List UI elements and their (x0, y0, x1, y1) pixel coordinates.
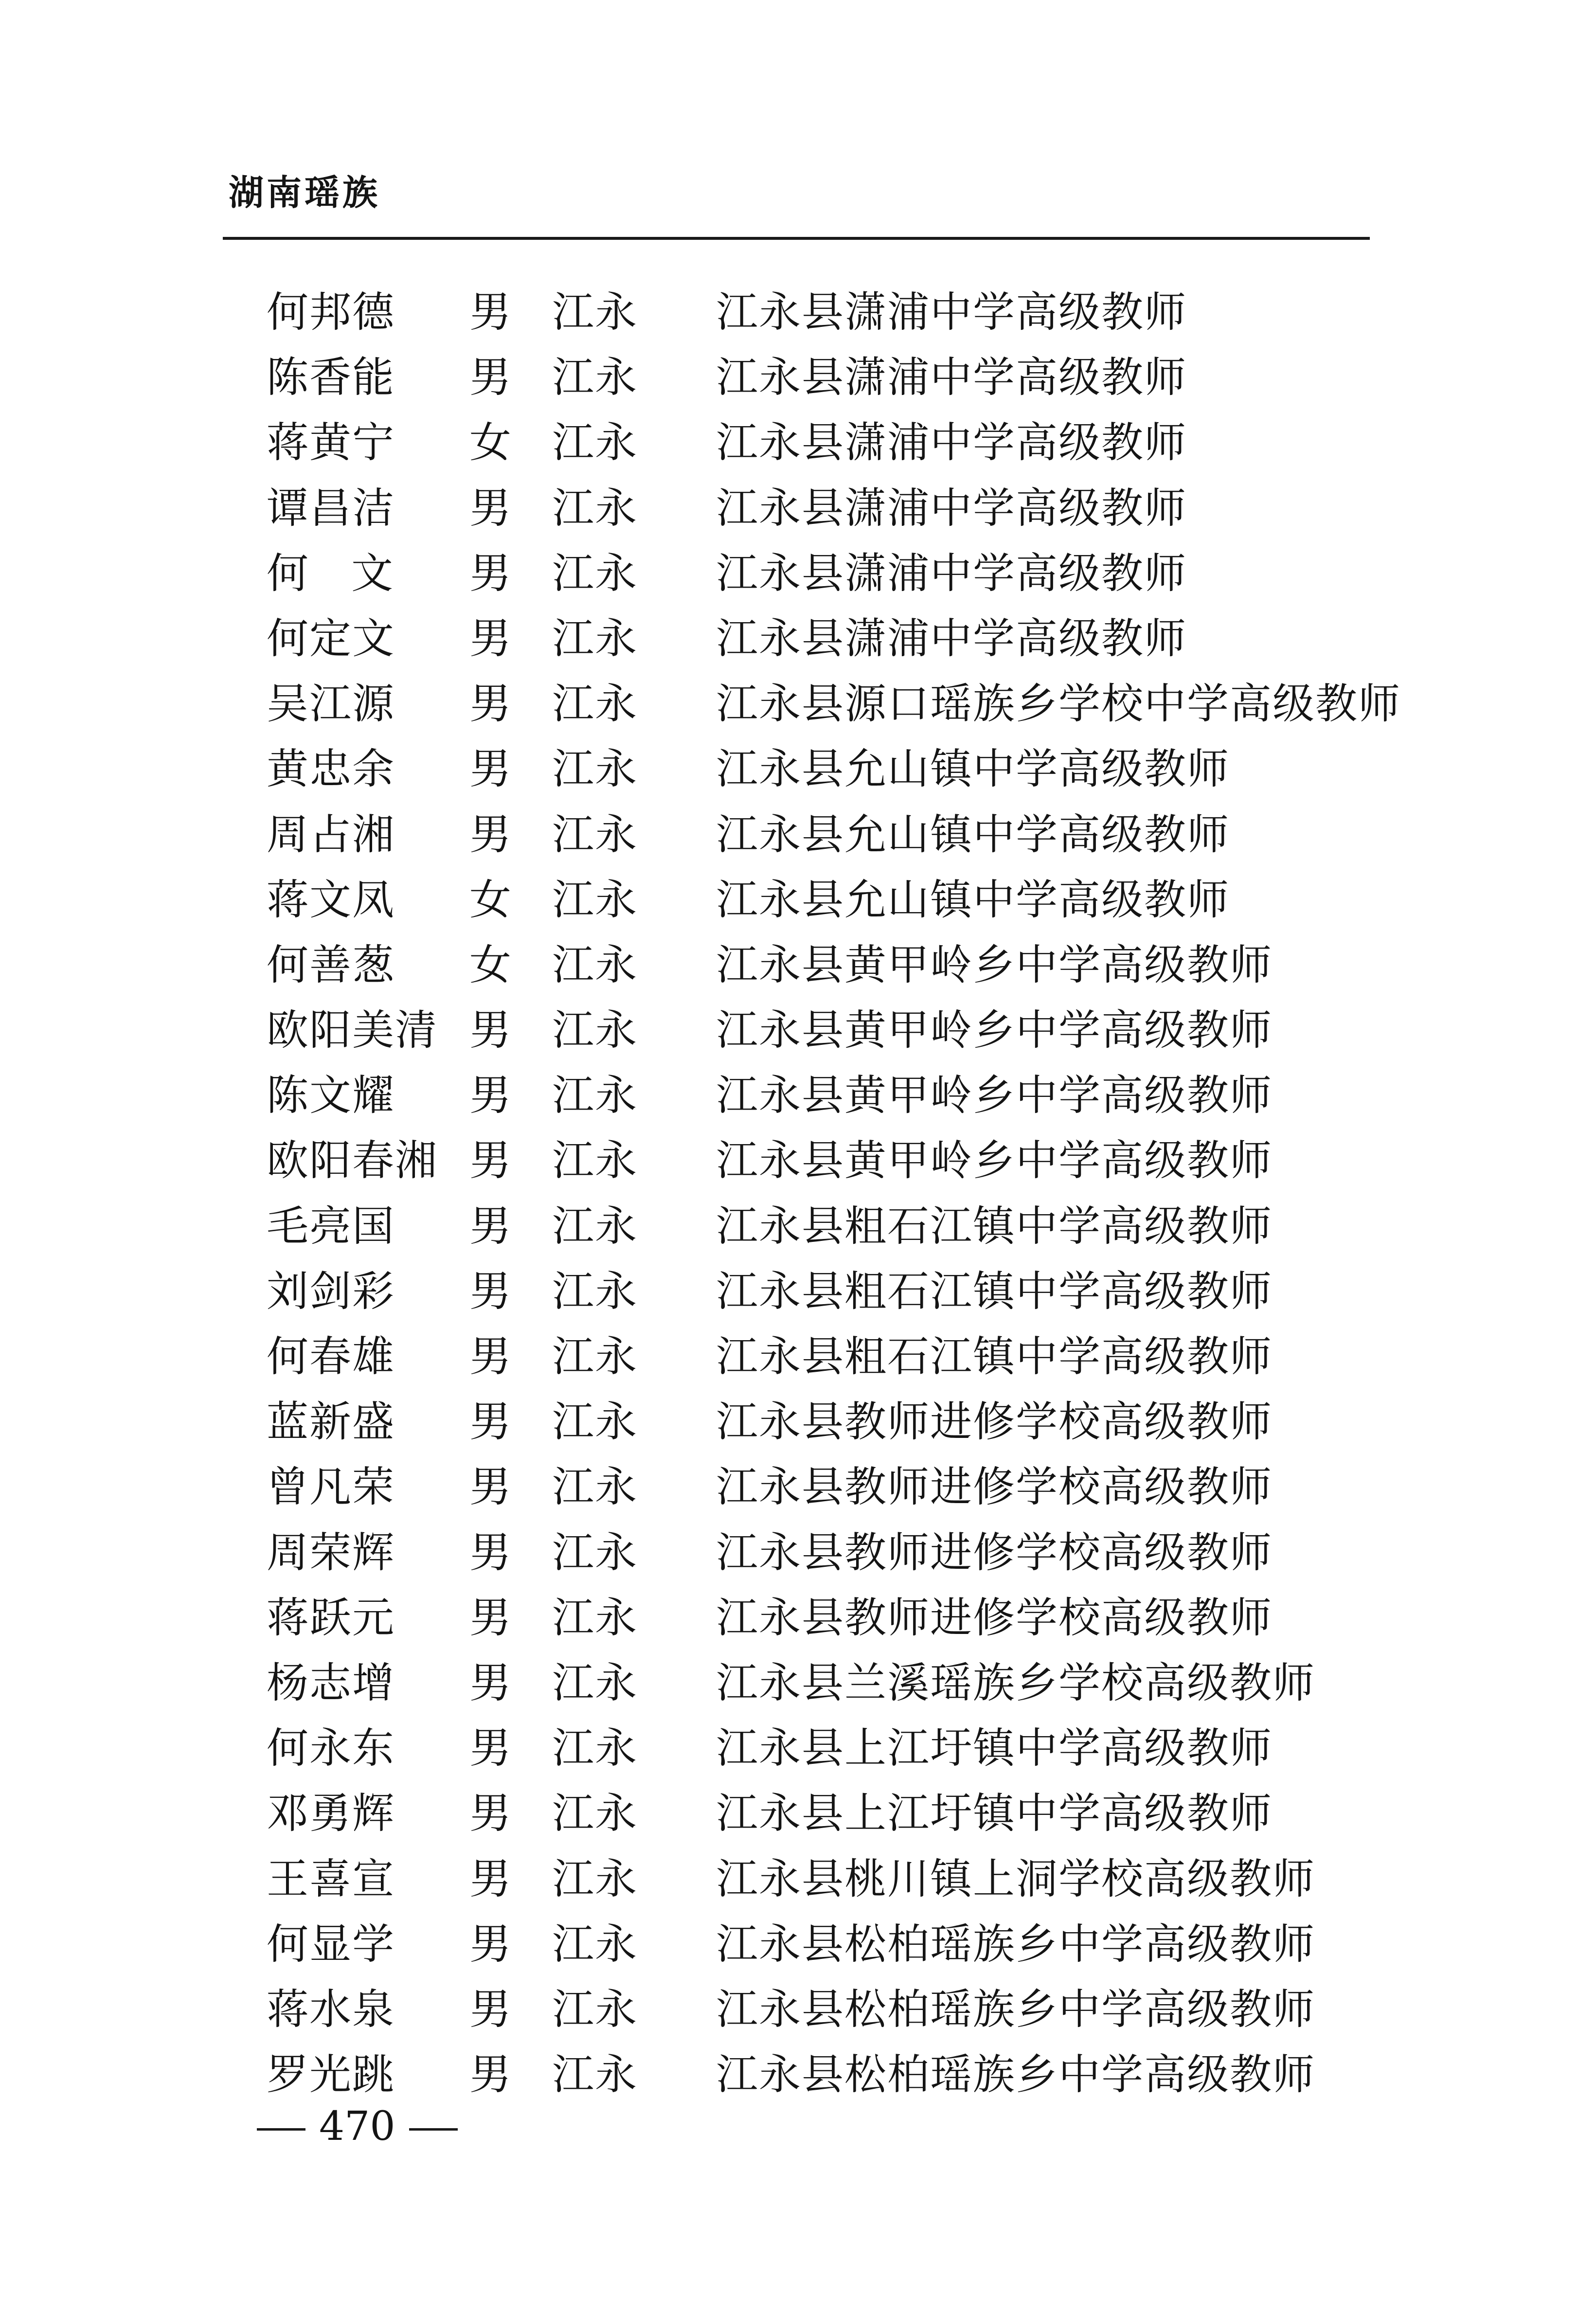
roster-row (0, 2050, 1596, 2116)
teacher-gender: 男 (469, 484, 512, 533)
teacher-gender: 男 (469, 549, 512, 598)
teacher-place: 江永 (552, 1593, 638, 1642)
teacher-gender: 男 (469, 288, 512, 337)
teacher-position: 江永县粗石江镇中学高级教师 (716, 1332, 1273, 1381)
teacher-name: 周占湘 (267, 810, 395, 859)
teacher-gender: 男 (469, 1463, 512, 1512)
teacher-position: 江永县潇浦中学高级教师 (716, 288, 1187, 337)
teacher-position: 江永县允山镇中学高级教师 (716, 875, 1230, 924)
running-header: 湖南瑶族 (229, 172, 381, 213)
teacher-name: 周荣辉 (267, 1528, 395, 1577)
teacher-place: 江永 (552, 745, 638, 794)
teacher-gender: 男 (469, 1528, 512, 1577)
roster-row (0, 1855, 1596, 1920)
roster-row (0, 1594, 1596, 1659)
teacher-place: 江永 (552, 1006, 638, 1055)
teacher-name: 何邦德 (267, 288, 395, 337)
roster-row (0, 941, 1596, 1006)
teacher-position: 江永县教师进修学校高级教师 (716, 1593, 1273, 1642)
teacher-name: 毛亮国 (267, 1202, 395, 1251)
roster-row (0, 1398, 1596, 1463)
teacher-name: 蒋跃元 (267, 1593, 395, 1642)
teacher-name: 何善葱 (267, 940, 395, 989)
roster-row (0, 1267, 1596, 1332)
teacher-gender: 男 (469, 614, 512, 663)
teacher-position: 江永县兰溪瑶族乡学校高级教师 (716, 1658, 1315, 1707)
teacher-gender: 男 (469, 745, 512, 794)
teacher-gender: 男 (469, 1854, 512, 1903)
teacher-place: 江永 (552, 1658, 638, 1707)
roster-row (0, 1136, 1596, 1202)
teacher-name: 曾凡荣 (267, 1463, 395, 1512)
roster-row (0, 1985, 1596, 2050)
folio-dash-right (409, 2128, 458, 2131)
teacher-position: 江永县潇浦中学高级教师 (716, 549, 1187, 598)
teacher-name: 蒋文凤 (267, 875, 395, 924)
teacher-gender: 男 (469, 1789, 512, 1838)
teacher-roster (0, 288, 1596, 2116)
teacher-position: 江永县桃川镇上洞学校高级教师 (716, 1854, 1315, 1903)
roster-row (0, 484, 1596, 549)
teacher-position: 江永县潇浦中学高级教师 (716, 614, 1187, 663)
teacher-position: 江永县松柏瑶族乡中学高级教师 (716, 2050, 1315, 2099)
teacher-place: 江永 (552, 1789, 638, 1838)
teacher-place: 江永 (552, 1332, 638, 1381)
teacher-gender: 男 (469, 1398, 512, 1447)
roster-row (0, 1071, 1596, 1136)
teacher-position: 江永县潇浦中学高级教师 (716, 418, 1187, 467)
teacher-gender: 男 (469, 1332, 512, 1381)
page-folio (243, 2102, 471, 2151)
teacher-place: 江永 (552, 549, 638, 598)
teacher-position: 江永县黄甲岭乡中学高级教师 (716, 1006, 1273, 1055)
roster-row (0, 1006, 1596, 1071)
teacher-name: 何定文 (267, 614, 395, 663)
roster-row (0, 810, 1596, 876)
teacher-position: 江永县粗石江镇中学高级教师 (716, 1267, 1273, 1316)
teacher-position: 江永县潇浦中学高级教师 (716, 484, 1187, 533)
teacher-place: 江永 (552, 2050, 638, 2099)
roster-row (0, 1528, 1596, 1594)
teacher-name: 吴江源 (267, 680, 395, 729)
roster-row (0, 1202, 1596, 1267)
teacher-name: 陈文耀 (267, 1071, 395, 1120)
teacher-gender: 男 (469, 353, 512, 402)
roster-row (0, 1463, 1596, 1528)
teacher-name: 罗光跳 (267, 2050, 395, 2099)
teacher-position: 江永县黄甲岭乡中学高级教师 (716, 1136, 1273, 1185)
roster-row (0, 549, 1596, 614)
teacher-place: 江永 (552, 288, 638, 337)
teacher-position: 江永县上江圩镇中学高级教师 (716, 1724, 1273, 1773)
teacher-position: 江永县松柏瑶族乡中学高级教师 (716, 1985, 1315, 2034)
teacher-place: 江永 (552, 1919, 638, 1969)
teacher-place: 江永 (552, 1398, 638, 1447)
roster-row (0, 288, 1596, 353)
roster-row (0, 1332, 1596, 1398)
teacher-gender: 男 (469, 1985, 512, 2034)
teacher-place: 江永 (552, 614, 638, 663)
teacher-place: 江永 (552, 1724, 638, 1773)
teacher-place: 江永 (552, 875, 638, 924)
teacher-name: 蒋水泉 (267, 1985, 395, 2034)
teacher-place: 江永 (552, 418, 638, 467)
teacher-name: 何文 (267, 549, 436, 598)
page-number: 470 (319, 2103, 395, 2150)
teacher-name: 谭昌洁 (267, 484, 395, 533)
roster-row (0, 1789, 1596, 1854)
teacher-gender: 男 (469, 1919, 512, 1969)
teacher-place: 江永 (552, 1202, 638, 1251)
header-rule (223, 237, 1370, 240)
teacher-gender: 男 (469, 680, 512, 729)
teacher-gender: 男 (469, 1658, 512, 1707)
teacher-position: 江永县松柏瑶族乡中学高级教师 (716, 1919, 1315, 1969)
teacher-place: 江永 (552, 1854, 638, 1903)
teacher-place: 江永 (552, 1463, 638, 1512)
teacher-gender: 女 (469, 940, 512, 989)
teacher-place: 江永 (552, 1528, 638, 1577)
teacher-place: 江永 (552, 680, 638, 729)
roster-row (0, 680, 1596, 745)
roster-row (0, 1659, 1596, 1724)
teacher-name: 杨志增 (267, 1658, 395, 1707)
teacher-name: 何显学 (267, 1919, 395, 1969)
teacher-name: 黄忠余 (267, 745, 395, 794)
teacher-position: 江永县允山镇中学高级教师 (716, 810, 1230, 859)
teacher-gender: 男 (469, 1202, 512, 1251)
roster-row (0, 418, 1596, 484)
teacher-position: 江永县教师进修学校高级教师 (716, 1398, 1273, 1447)
teacher-gender: 男 (469, 1724, 512, 1773)
teacher-gender: 女 (469, 875, 512, 924)
teacher-gender: 男 (469, 1267, 512, 1316)
teacher-gender: 男 (469, 1006, 512, 1055)
teacher-position: 江永县粗石江镇中学高级教师 (716, 1202, 1273, 1251)
teacher-gender: 男 (469, 1136, 512, 1185)
teacher-place: 江永 (552, 940, 638, 989)
teacher-position: 江永县黄甲岭乡中学高级教师 (716, 1071, 1273, 1120)
teacher-position: 江永县黄甲岭乡中学高级教师 (716, 940, 1273, 989)
teacher-position: 江永县允山镇中学高级教师 (716, 745, 1230, 794)
teacher-place: 江永 (552, 1985, 638, 2034)
teacher-place: 江永 (552, 353, 638, 402)
teacher-place: 江永 (552, 810, 638, 859)
teacher-gender: 男 (469, 1071, 512, 1120)
teacher-name: 欧阳春湘 (267, 1136, 438, 1185)
teacher-position: 江永县上江圩镇中学高级教师 (716, 1789, 1273, 1838)
teacher-place: 江永 (552, 1136, 638, 1185)
teacher-name: 邓勇辉 (267, 1789, 395, 1838)
teacher-name: 何永东 (267, 1724, 395, 1773)
teacher-position: 江永县源口瑶族乡学校中学高级教师 (716, 680, 1401, 729)
teacher-gender: 女 (469, 418, 512, 467)
teacher-name: 何春雄 (267, 1332, 395, 1381)
teacher-gender: 男 (469, 2050, 512, 2099)
roster-row (0, 1920, 1596, 1985)
teacher-place: 江永 (552, 1267, 638, 1316)
teacher-name: 刘剑彩 (267, 1267, 395, 1316)
roster-row (0, 876, 1596, 941)
roster-row (0, 353, 1596, 418)
teacher-name: 欧阳美清 (267, 1006, 438, 1055)
teacher-gender: 男 (469, 810, 512, 859)
teacher-name: 陈香能 (267, 353, 395, 402)
teacher-position: 江永县潇浦中学高级教师 (716, 353, 1187, 402)
teacher-place: 江永 (552, 484, 638, 533)
roster-row (0, 614, 1596, 680)
teacher-name: 蒋黄宁 (267, 418, 395, 467)
teacher-name: 王喜宣 (267, 1854, 395, 1903)
roster-row (0, 1724, 1596, 1789)
teacher-place: 江永 (552, 1071, 638, 1120)
roster-row (0, 745, 1596, 810)
teacher-position: 江永县教师进修学校高级教师 (716, 1528, 1273, 1577)
folio-dash-left (257, 2128, 305, 2131)
teacher-gender: 男 (469, 1593, 512, 1642)
teacher-position: 江永县教师进修学校高级教师 (716, 1463, 1273, 1512)
teacher-name: 蓝新盛 (267, 1398, 395, 1447)
